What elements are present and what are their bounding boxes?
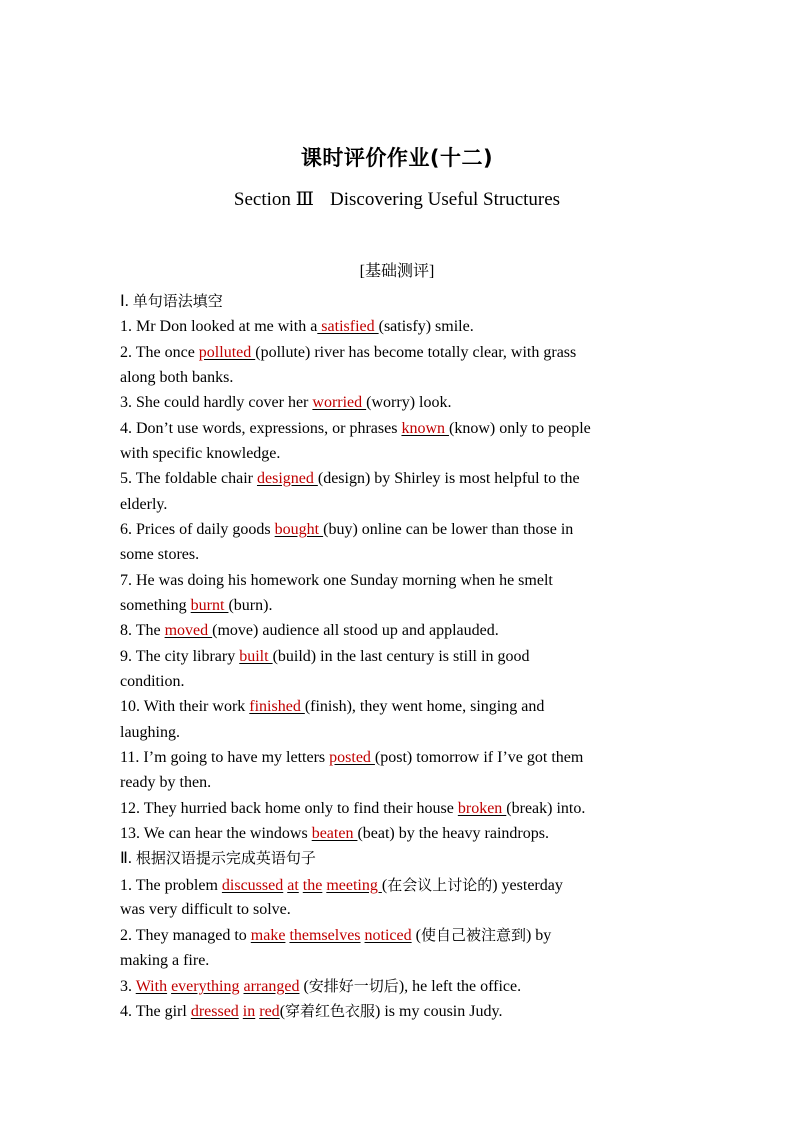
- chinese-hint: 在会议上讨论的: [387, 876, 493, 894]
- answer: the: [302, 877, 323, 894]
- part1-num: Ⅰ.: [120, 293, 129, 310]
- list-item: 3. With everything arranged (安排好一切后), he left the office.: [120, 977, 522, 995]
- answer: broken: [457, 800, 507, 817]
- list-item: 1. Mr Don looked at me with a satisfied (satisfy) smile.: [120, 318, 474, 335]
- answer: finished: [249, 698, 305, 715]
- page-title: 课时评价作业(十二): [300, 146, 494, 170]
- list-item: 5. The foldable chair designed (design) by Shirley is most helpful to the: [120, 470, 580, 487]
- list-item-cont: along both banks.: [120, 369, 234, 386]
- part2-heading: [120, 847, 316, 868]
- list-item-cont: condition.: [120, 673, 185, 690]
- answer: red: [259, 1003, 280, 1020]
- page-subtitle: [0, 188, 794, 211]
- list-item: 3. She could hardly cover her worried (worry) look.: [120, 394, 452, 411]
- list-item: 10. With their work finished (finish), they went home, singing and: [120, 698, 545, 715]
- chinese-hint: 安排好一切后: [308, 977, 399, 995]
- answer: polluted: [198, 344, 256, 361]
- answer: built: [239, 648, 273, 665]
- list-item-cont: was very difficult to solve.: [120, 901, 291, 918]
- answer: moved: [164, 622, 213, 639]
- part2-num: Ⅱ.: [120, 850, 132, 867]
- list-item: 4. The girl dressed in red(穿着红色衣服) is my cousin Judy.: [120, 1002, 503, 1020]
- answer: everything: [171, 978, 240, 995]
- answer: posted: [329, 749, 375, 766]
- answer: dressed: [190, 1003, 239, 1020]
- chinese-hint: 使自己被注意到: [420, 926, 526, 944]
- answer: With: [135, 978, 168, 995]
- chinese-hint: 穿着红色衣服: [285, 1002, 376, 1020]
- list-item-cont: ready by then.: [120, 774, 212, 791]
- answer: worried: [312, 394, 367, 411]
- answer: bought: [274, 521, 324, 538]
- answer: make: [250, 927, 286, 944]
- answer: meeting: [326, 877, 382, 894]
- answer: arranged: [243, 978, 300, 995]
- list-item-cont: something burnt (burn).: [120, 597, 273, 614]
- subtitle-name: Discovering Useful Structures: [330, 189, 561, 210]
- list-item: 13. We can hear the windows beaten (beat) by the heavy raindrops.: [120, 825, 549, 842]
- list-item: 2. The once polluted (pollute) river has become totally clear, with grass: [120, 344, 577, 361]
- list-item-cont: making a fire.: [120, 952, 210, 969]
- list-item: 4. Don’t use words, expressions, or phrases known (know) only to people: [120, 420, 591, 437]
- part1-heading-text: 单句语法填空: [132, 292, 223, 310]
- list-item: 11. I’m going to have my letters posted (post) tomorrow if I’ve got them: [120, 749, 584, 766]
- list-item: 9. The city library built (build) in the last century is still in good: [120, 648, 530, 665]
- subtitle-section: Section Ⅲ: [233, 189, 314, 210]
- list-item-cont: elderly.: [120, 496, 168, 513]
- list-item: 7. He was doing his homework one Sunday morning when he smelt: [120, 572, 553, 589]
- answer: designed: [256, 470, 318, 487]
- list-item-cont: some stores.: [120, 546, 200, 563]
- list-item: 2. They managed to make themselves noticed (使自己被注意到) by: [120, 926, 552, 944]
- list-item: 8. The moved (move) audience all stood up and applauded.: [120, 622, 499, 639]
- section-label: [基础测评]: [359, 263, 435, 280]
- answer: burnt: [190, 597, 229, 614]
- answer: beaten: [311, 825, 358, 842]
- answer: noticed: [364, 927, 412, 944]
- answer: known: [401, 420, 450, 437]
- part2-heading-text: 根据汉语提示完成英语句子: [135, 849, 316, 867]
- list-item: 6. Prices of daily goods bought (buy) online can be lower than those in: [120, 521, 574, 538]
- answer: at: [287, 877, 299, 894]
- part1-heading: [120, 290, 223, 311]
- answer: satisfied: [317, 318, 379, 335]
- answer: in: [242, 1003, 256, 1020]
- list-item-cont: laughing.: [120, 724, 180, 741]
- list-item: 1. The problem discussed at the meeting (在会议上讨论的) yesterday: [120, 876, 563, 894]
- answer: discussed: [221, 877, 284, 894]
- list-item: 12. They hurried back home only to find their house broken (break) into.: [120, 800, 586, 817]
- list-item-cont: with specific knowledge.: [120, 445, 281, 462]
- answer: themselves: [289, 927, 361, 944]
